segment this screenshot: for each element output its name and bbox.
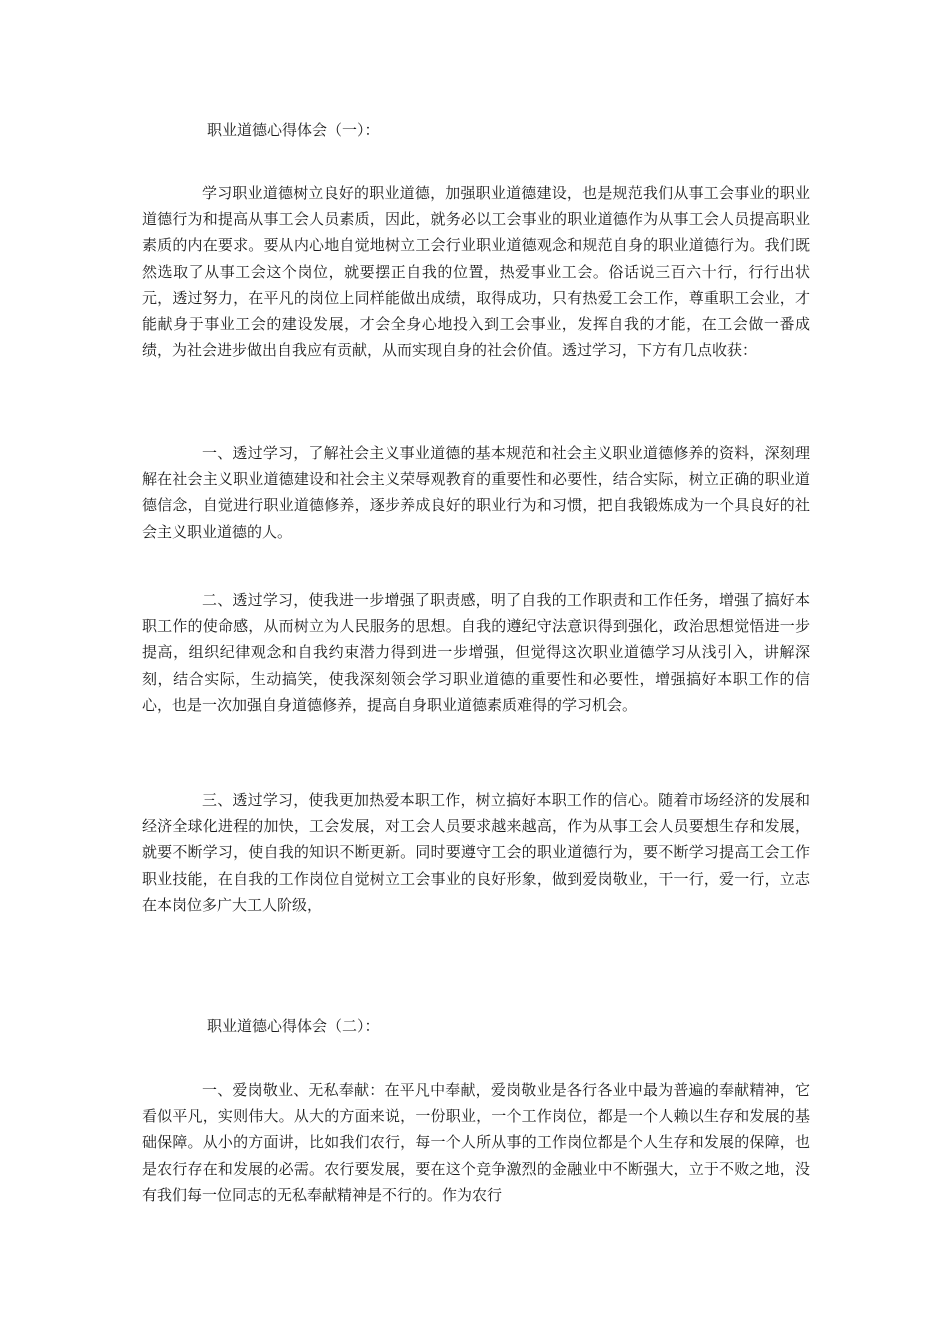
section-1-paragraph-point-3: 三、透过学习，使我更加热爱本职工作，树立搞好本职工作的信心。随着市场经济的发展和经济全球化进程的加快，工会发展，对工会人员要求越来越高，作为从事工会人员要想生存和发展，就要不断学习，使自我的知识不断更新。同时要遵守工会的职业道德行为，要不断学习提高工会工作职业技能，在自我的工作岗位自觉树立工会事业的良好形象，做到爱岗敬业，干一行，爱一行，立志在本岗位多广大工人阶级， xyxy=(142,791,810,914)
section-1-paragraph-point-1: 一、透过学习，了解社会主义事业道德的基本规范和社会主义职业道德修养的资料，深刻理解在社会主义职业道德建设和社会主义荣辱观教育的重要性和必要性，结合实际，树立正确的职业道德信念，自觉进行职业道德修养，逐步养成良好的职业行为和习惯，把自我锻炼成为一个具良好的社会主义职业道德的人。 xyxy=(142,444,810,541)
section-1-heading: 职业道德心得体会（一）： xyxy=(207,121,380,139)
section-2-heading: 职业道德心得体会（二）： xyxy=(207,1017,380,1035)
section-2-paragraph-point-1: 一、爱岗敬业、无私奉献：在平凡中奉献，爱岗敬业是各行各业中最为普遍的奉献精神，它看似平凡，实则伟大。从大的方面来说，一份职业，一个工作岗位，都是一个人赖以生存和发展的基础保障。从小的方面讲，比如我们农行，每一个人所从事的工作岗位都是个人生存和发展的保障，也是农行存在和发展的必需。农行要发展，要在这个竞争激烈的金融业中不断强大，立于不败之地，没有我们每一位同志的无私奉献精神是不行的。作为农行 xyxy=(142,1081,810,1204)
section-1-paragraph-intro: 学习职业道德树立良好的职业道德，加强职业道德建设，也是规范我们从事工会事业的职业道德行为和提高从事工会人员素质，因此，就务必以工会事业的职业道德作为从事工会人员提高职业素质的内在要求。要从内心地自觉地树立工会行业职业道德观念和规范自身的职业道德行为。我们既然选取了从事工会这个岗位，就要摆正自我的位置，热爱事业工会。俗话说三百六十行，行行出状元，透过努力，在平凡的岗位上同样能做出成绩，取得成功，只有热爱工会工作，尊重职工会业，才能献身于事业工会的建设发展，才会全身心地投入到工会事业，发挥自我的才能，在工会做一番成绩，为社会进步做出自我应有贡献，从而实现自身的社会价值。透过学习，下方有几点收获： xyxy=(142,184,810,360)
section-1-paragraph-point-2: 二、透过学习，使我进一步增强了职责感，明了自我的工作职责和工作任务，增强了搞好本职工作的使命感，从而树立为人民服务的思想。自我的遵纪守法意识得到强化，政治思想觉悟进一步提高，组织纪律观念和自我约束潜力得到进一步增强，但觉得这次职业道德学习从浅引入，讲解深刻，结合实际，生动搞笑，使我深刻领会学习职业道德的重要性和必要性，增强搞好本职工作的信心，也是一次加强自身道德修养，提高自身职业道德素质难得的学习机会。 xyxy=(142,591,810,714)
